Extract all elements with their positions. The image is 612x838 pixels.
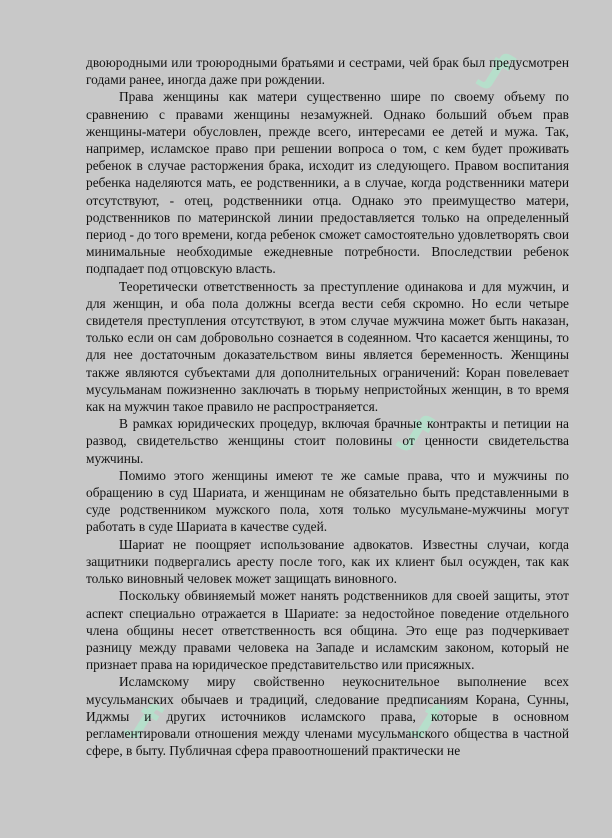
- paragraph: Помимо этого женщины имеют те же самые права, что и мужчины по обращению в суд Шариата, и женщинам не обязательно быть представленными в суде родственником мужского пола, хотя только мусульмане-мужчины могут работать в суде Шариата в качестве судей.: [86, 467, 569, 535]
- watermark-glyph: ƒ: [408, 692, 452, 747]
- paragraph: Исламскому миру свойственно неукоснительное выполнение всех мусульманских обычаев и традиций, следование предписаниям Корана, Сунны, Иджмы и других источников исламского права, которые в основном регламентировали отношения между членами мусульманского общества в частной сфере, в быту. Публичная сфера правоотношений практически не: [86, 674, 569, 759]
- paragraph: Права женщины как матери существенно шире по своему объему по сравнению с правами женщины незамужней. Однако больший объем прав женщины-матери обусловлен, прежде всего, интересами ее детей и мужа. Так, например, исламское право при решении вопроса о том, с кем будет проживать ребенок в случае расторжения брака, исходит из следующего. Правом воспитания ребенка наделяются мать, ее родственники, а в случае, когда родственники матери отсутствуют, - отец, родственники отца. Однако это преимущество матери, родственников по материнской линии предоставляется только на определенный период - до того времени, когда ребенок сможет самостоятельно удовлетворять свои минимальные необходимые ежедневные потребности. Впоследствии ребенок подпадает под отцовскую власть.: [86, 89, 569, 277]
- paragraph: Поскольку обвиняемый может нанять родственников для своей защиты, этот аспект специально отражается в Шариате: за недостойное поведение отдельного члена общины несет ответственность вся община. Это еще раз подчеркивает разницу между правами человека на Западе и исламским законом, который не признает права на юридическое представительство или присяжных.: [86, 588, 569, 673]
- watermark-glyph: ƒ: [396, 404, 440, 459]
- document-page: [86, 54, 569, 759]
- paragraph: двоюродными или троюродными братьями и сестрами, чей брак был предусмотрен годами ранее, иногда даже при рождении.: [86, 55, 569, 88]
- watermark-glyph: ƒ: [124, 692, 168, 747]
- watermark-glyph: ƒ: [476, 42, 520, 97]
- paragraph: Шариат не поощряет использование адвокатов. Известны случаи, когда защитники подвергались аресту после того, как их клиент был осужден, так как только виновный человек может защищать виновного.: [86, 536, 569, 587]
- paragraph: Теоретически ответственность за преступление одинакова и для мужчин, и для женщин, и оба пола должны всегда вести себя скромно. Но если четыре свидетеля преступления отсутствуют, в этом случае мужчина может быть наказан, только если он сам добровольно сознается в содеянном. Что касается женщины, то для нее достаточным доказательством вины является беременность. Женщины также являются субъектами для дополнительных ограничений: Коран повелевает мусульманам пожизненно заключать в тюрьму непристойных женщин, в то время как на мужчин такое правило не распространяется.: [86, 278, 569, 415]
- paragraph: В рамках юридических процедур, включая брачные контракты и петиции на развод, свидетельство женщины стоит половины от ценности свидетельства мужчины.: [86, 416, 569, 466]
